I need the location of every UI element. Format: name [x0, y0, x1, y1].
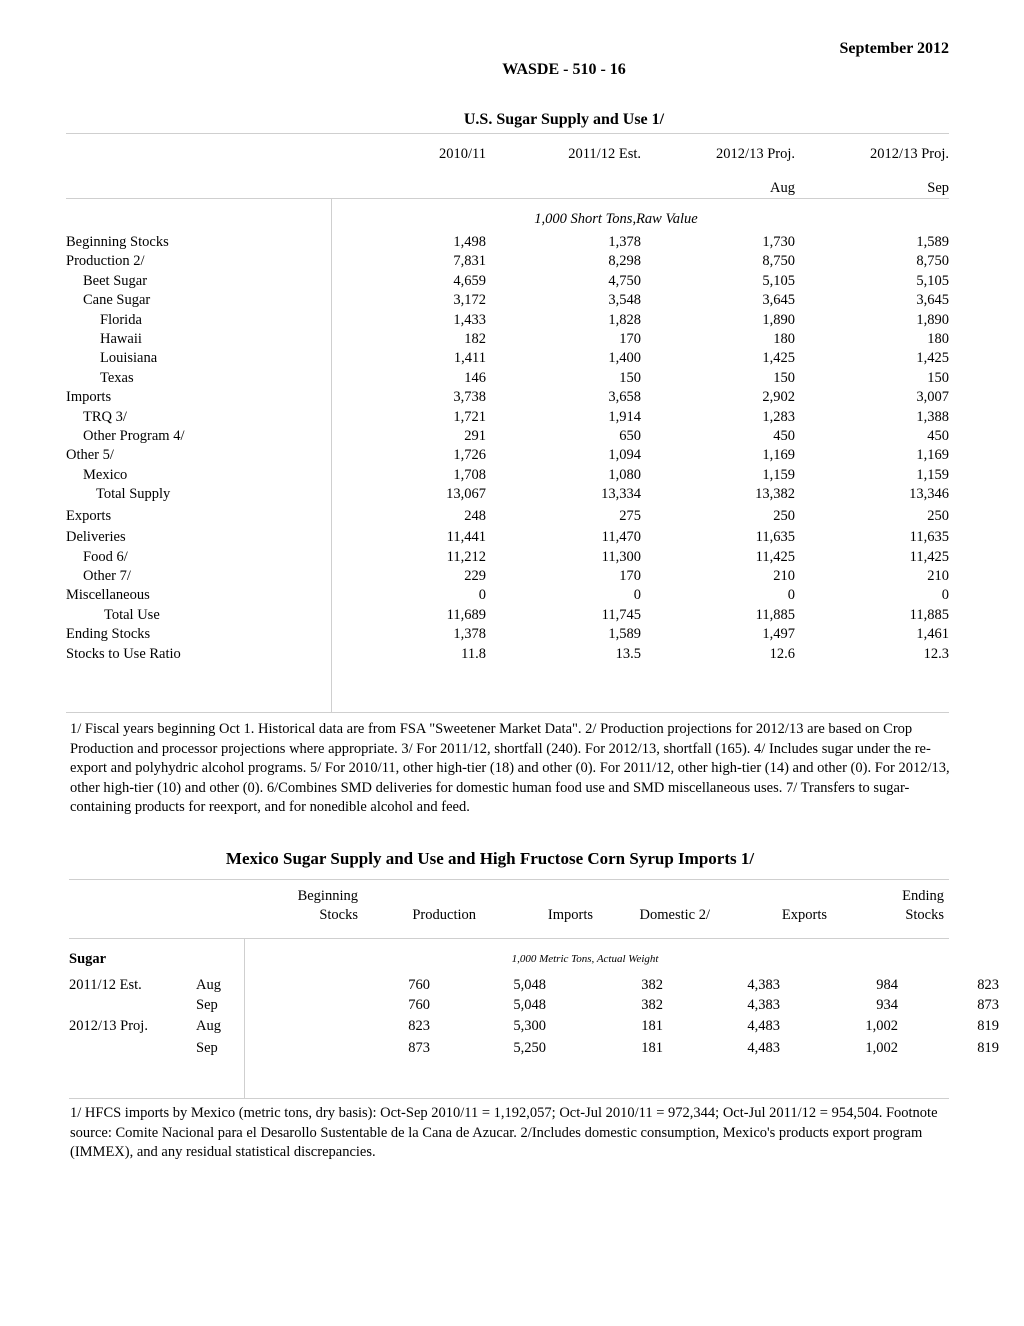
table-cell: 12.3 [923, 645, 949, 662]
divider [69, 879, 949, 880]
mx-header-beginning-stocks [250, 887, 358, 925]
table-cell: 11,885 [755, 606, 795, 623]
row-label: Beginning Stocks [66, 234, 169, 250]
us-col-header-3: 2012/13 Proj. [716, 146, 795, 162]
table-cell: 1,433 [453, 311, 486, 328]
table-cell: 11,635 [755, 529, 795, 546]
table-row [66, 466, 949, 485]
table-cell: 250 [773, 507, 795, 524]
table-cell: 4,483 [747, 1018, 780, 1035]
table-cell: 1,388 [916, 408, 949, 425]
row-label: Exports [66, 507, 112, 524]
table-row [66, 625, 949, 644]
us-table-title: U.S. Sugar Supply and Use 1/ [463, 111, 665, 128]
table-cell: 0 [787, 587, 795, 604]
mx-header-exports: Exports [781, 907, 827, 923]
table-cell: 170 [619, 331, 641, 348]
table-cell: 180 [927, 331, 949, 348]
table-cell: 1,497 [762, 626, 795, 643]
table-cell: 13.5 [615, 645, 641, 662]
mx-header-ending-stocks [850, 887, 944, 925]
table-cell: 13,346 [909, 486, 949, 503]
row-label: Hawaii [100, 331, 142, 348]
row-month: Aug [196, 977, 221, 993]
table-cell: 934 [876, 996, 898, 1013]
table-cell: 181 [641, 1018, 663, 1035]
divider [69, 1098, 949, 1099]
us-sugar-table [66, 233, 949, 664]
row-label: Deliveries [66, 529, 126, 546]
us-units: 1,000 Short Tons,Raw Value [534, 211, 698, 227]
row-label: Stocks to Use Ratio [66, 645, 181, 662]
table-cell: 1,411 [453, 350, 486, 367]
table-cell: 5,300 [513, 1018, 546, 1035]
table-cell: 11,441 [446, 529, 486, 546]
table-cell: 382 [641, 977, 663, 993]
table-cell: 1,169 [916, 447, 949, 464]
table-cell: 210 [773, 568, 795, 584]
table-cell: 450 [773, 428, 795, 445]
table-cell: 7,831 [453, 253, 486, 270]
divider [66, 198, 949, 199]
table-cell: 3,548 [608, 292, 641, 309]
table-cell: 1,002 [865, 1018, 898, 1035]
table-cell: 823 [408, 1018, 430, 1035]
table-cell: 13,067 [446, 486, 486, 503]
table-cell: 3,645 [916, 292, 949, 309]
table-cell: 150 [773, 369, 795, 386]
table-cell: 250 [927, 507, 949, 524]
row-label: Louisiana [100, 350, 158, 367]
table-cell: 823 [977, 977, 999, 993]
table-row [66, 548, 949, 567]
table-cell: 984 [876, 977, 898, 993]
table-row [66, 233, 949, 252]
table-cell: 1,726 [453, 447, 486, 464]
table-cell: 1,589 [916, 234, 949, 250]
table-row [66, 505, 949, 529]
table-cell: 1,425 [762, 350, 795, 367]
mx-header-domestic: Domestic 2/ [639, 907, 710, 923]
row-year: 2011/12 Est. [69, 977, 142, 993]
table-cell: 760 [408, 996, 430, 1013]
mx-units: 1,000 Metric Tons, Actual Weight [511, 953, 659, 965]
us-footnote: 1/ Fiscal years beginning Oct 1. Historical data are from FSA "Sweetener Market Data". 2/ Production projections for 2012/13 are based on Crop Production and processor projections where appropriate. 3/ For 2011/12, shortfall (240). For 2012/13, shortfall (165). 4/ Includes sugar under the re-export and polyhydric alcohol programs. 5/ For 2010/11, other high-tier (18) and other (0). For 2011/12, other high-tier (14) and other (0). For 2012/13, other high-tier (10) and other (0). 6/Combines SMD deliveries for domestic human food use and SMD miscellaneous uses. 7/ Transfers to sugar-containing products for reexport, and for nonedible alcohol and feed. [70, 721, 950, 815]
table-row [66, 369, 949, 388]
table-row [69, 1015, 999, 1039]
table-cell: 12.6 [769, 645, 795, 662]
divider [66, 133, 949, 134]
table-cell: 150 [927, 369, 949, 386]
table-row [66, 291, 949, 310]
table-cell: 1,080 [608, 466, 641, 483]
table-cell: 3,658 [608, 389, 641, 406]
table-row [66, 645, 949, 664]
row-label: Miscellaneous [66, 587, 150, 604]
row-label: Florida [100, 311, 142, 328]
table-cell: 1,914 [608, 408, 641, 425]
table-cell: 229 [464, 568, 486, 584]
table-cell: 1,828 [608, 311, 641, 328]
row-label: TRQ 3/ [83, 408, 127, 425]
row-label: Beet Sugar [83, 272, 148, 289]
table-row [66, 388, 949, 407]
mx-header-beginning-line2: Stocks [319, 907, 358, 923]
table-cell: 8,750 [916, 253, 949, 270]
table-row [66, 311, 949, 330]
table-row [66, 349, 949, 368]
row-label: Other 7/ [83, 568, 131, 584]
table-cell: 11,300 [601, 548, 641, 565]
table-cell: 2,902 [762, 389, 795, 406]
table-cell: 0 [941, 587, 949, 604]
us-col-header-1: 2010/11 [439, 146, 486, 162]
report-date: September 2012 [839, 40, 949, 57]
table-cell: 248 [464, 507, 486, 524]
table-row [66, 485, 949, 504]
table-cell: 1,283 [762, 408, 795, 425]
table-cell: 5,105 [916, 272, 949, 289]
mx-section-sugar: Sugar [69, 951, 107, 967]
report-id: WASDE - 510 - 16 [502, 61, 626, 78]
table-cell: 3,738 [453, 389, 486, 406]
table-cell: 1,159 [916, 466, 949, 483]
table-cell: 1,378 [453, 626, 486, 643]
table-cell: 146 [464, 369, 486, 386]
table-cell: 1,169 [762, 447, 795, 464]
row-label: Ending Stocks [66, 626, 151, 643]
table-cell: 182 [464, 331, 486, 348]
row-month: Sep [196, 996, 218, 1013]
table-cell: 1,425 [916, 350, 949, 367]
table-cell: 1,378 [608, 234, 641, 250]
table-cell: 8,298 [608, 253, 641, 270]
table-row [66, 446, 949, 465]
table-cell: 8,750 [762, 253, 795, 270]
row-label: Cane Sugar [83, 292, 151, 309]
table-row [66, 606, 949, 625]
mx-header-production: Production [412, 907, 476, 923]
row-label: Other 5/ [66, 447, 114, 464]
mexico-footnote: 1/ HFCS imports by Mexico (metric tons, dry basis): Oct-Sep 2010/11 = 1,192,057; Oct-Jul 2010/11 = 972,344; Oct-Jul 2011/12 = 954,504. Footnote source: Comite Nacional para el Desarollo Sustentable de la Cana de Azucar. 2/Includes domestic consumption, Mexico's products export program (IMMEX), and any residual statistical discrepancies. [70, 1105, 938, 1160]
table-cell: 11,689 [446, 606, 486, 623]
row-label: Total Supply [96, 486, 171, 503]
table-cell: 210 [927, 568, 949, 584]
table-cell: 1,461 [916, 626, 949, 643]
row-label: Food 6/ [83, 548, 128, 565]
us-subheader-aug: Aug [770, 180, 795, 196]
table-cell: 13,382 [755, 486, 795, 503]
table-cell: 3,645 [762, 292, 795, 309]
table-cell: 1,498 [453, 234, 486, 250]
table-cell: 275 [619, 507, 641, 524]
table-cell: 5,105 [762, 272, 795, 289]
row-year [69, 1039, 196, 1059]
table-cell: 382 [641, 996, 663, 1013]
table-cell: 11,635 [909, 529, 949, 546]
row-month: Sep [196, 1040, 218, 1056]
table-cell: 1,890 [762, 311, 795, 328]
table-cell: 4,383 [747, 977, 780, 993]
table-cell: 650 [619, 428, 641, 445]
table-cell: 3,172 [453, 292, 486, 309]
row-year [69, 996, 196, 1016]
mexico-table-title: Mexico Sugar Supply and Use and High Fructose Corn Syrup Imports 1/ [225, 849, 755, 868]
row-month: Aug [196, 1018, 221, 1035]
table-cell: 170 [619, 568, 641, 584]
table-row [66, 330, 949, 349]
table-cell: 3,007 [916, 389, 949, 406]
table-cell: 1,890 [916, 311, 949, 328]
table-cell: 11,745 [601, 606, 641, 623]
table-row [69, 996, 999, 1016]
table-cell: 1,159 [762, 466, 795, 483]
table-cell: 291 [464, 428, 486, 445]
table-cell: 4,483 [747, 1040, 780, 1056]
mexico-sugar-table [69, 976, 999, 1059]
table-cell: 11,425 [909, 548, 949, 565]
table-row [66, 252, 949, 271]
table-cell: 150 [619, 369, 641, 386]
row-label: Other Program 4/ [83, 428, 185, 445]
row-label: Total Use [104, 606, 160, 623]
table-row [66, 408, 949, 427]
table-cell: 450 [927, 428, 949, 445]
table-row [69, 1039, 999, 1059]
mx-header-imports: Imports [547, 907, 593, 923]
table-cell: 5,250 [513, 1040, 546, 1056]
us-col-header-4: 2012/13 Proj. [870, 146, 949, 162]
mx-header-ending-line2: Stocks [905, 907, 944, 923]
mx-header-beginning-line1: Beginning [297, 888, 358, 904]
us-subheader-sep: Sep [927, 180, 949, 196]
row-label: Mexico [83, 466, 128, 483]
table-cell: 11,212 [446, 548, 486, 565]
row-label: Imports [66, 389, 112, 406]
table-cell: 11,885 [909, 606, 949, 623]
table-row [66, 427, 949, 446]
table-row [69, 976, 999, 996]
table-cell: 873 [408, 1040, 430, 1056]
table-cell: 819 [977, 1018, 999, 1035]
divider [69, 938, 949, 939]
table-cell: 1,708 [453, 466, 486, 483]
mx-header-ending-line1: Ending [902, 888, 944, 904]
table-cell: 1,730 [762, 234, 795, 250]
table-row [66, 586, 949, 605]
table-cell: 11,425 [755, 548, 795, 565]
table-cell: 13,334 [601, 486, 641, 503]
table-cell: 4,750 [608, 272, 641, 289]
table-cell: 0 [633, 587, 641, 604]
table-row [66, 272, 949, 291]
table-row [66, 528, 949, 547]
table-cell: 1,002 [865, 1040, 898, 1056]
row-label: Production 2/ [66, 253, 145, 270]
table-cell: 180 [773, 331, 795, 348]
row-year: 2012/13 Proj. [69, 1018, 148, 1035]
table-cell: 0 [478, 587, 486, 604]
us-col-header-2: 2011/12 Est. [568, 146, 641, 162]
table-cell: 11.8 [461, 645, 486, 662]
table-cell: 181 [641, 1040, 663, 1056]
table-cell: 760 [408, 977, 430, 993]
table-row [66, 567, 949, 586]
table-cell: 873 [977, 996, 999, 1013]
table-cell: 5,048 [513, 996, 546, 1013]
row-label: Texas [100, 369, 134, 386]
table-cell: 4,659 [453, 272, 486, 289]
table-cell: 4,383 [747, 996, 780, 1013]
table-cell: 5,048 [513, 977, 546, 993]
table-cell: 11,470 [601, 529, 641, 546]
divider [66, 712, 949, 713]
table-cell: 1,094 [608, 447, 641, 464]
table-cell: 1,589 [608, 626, 641, 643]
table-cell: 1,400 [608, 350, 641, 367]
table-cell: 819 [977, 1040, 999, 1056]
table-cell: 1,721 [453, 408, 486, 425]
